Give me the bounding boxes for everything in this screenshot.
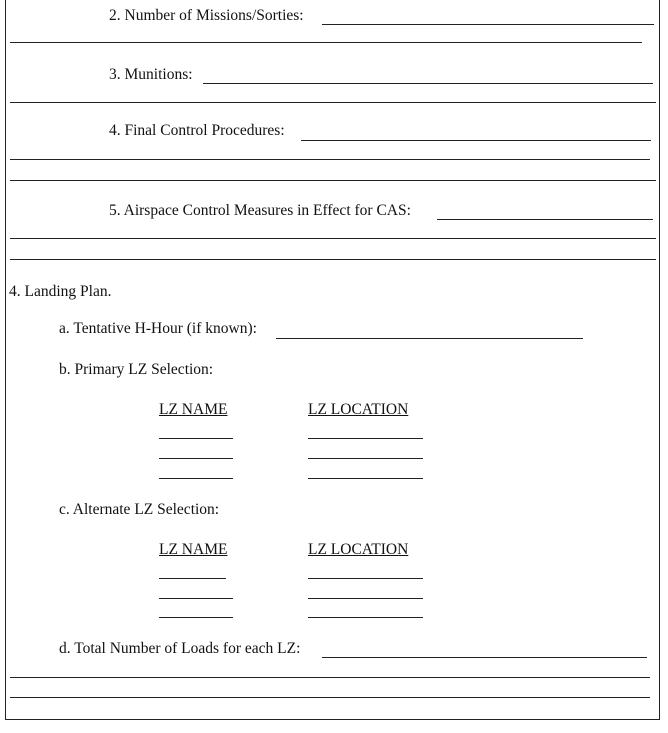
primary-lz-name-line-3[interactable] — [159, 478, 233, 479]
h-hour-label: a. Tentative H-Hour (if known): — [59, 320, 257, 337]
alternate-lz-name-line-2[interactable] — [159, 598, 233, 599]
h-hour-field-line[interactable] — [276, 338, 583, 339]
final-control-field-line[interactable] — [301, 140, 651, 141]
airspace-control-continuation-line-2[interactable] — [10, 259, 656, 260]
primary-lz-name-line-2[interactable] — [159, 458, 233, 459]
total-loads-label: d. Total Number of Loads for each LZ: — [59, 640, 301, 657]
alternate-lz-name-line-1[interactable] — [159, 578, 226, 579]
primary-lz-label: b. Primary LZ Selection: — [59, 361, 214, 378]
airspace-control-field-line[interactable] — [437, 219, 653, 220]
alternate-lz-name-line-3[interactable] — [159, 617, 233, 618]
landing-plan-heading: 4. Landing Plan. — [9, 283, 112, 300]
alternate-lz-location-header: LZ LOCATION — [308, 541, 409, 558]
alternate-lz-label: c. Alternate LZ Selection: — [59, 501, 220, 518]
final-control-continuation-line-1[interactable] — [10, 159, 650, 160]
final-control-continuation-line-2[interactable] — [10, 180, 656, 181]
alternate-lz-location-line-2[interactable] — [308, 598, 423, 599]
missions-sorties-continuation-line[interactable] — [10, 42, 642, 43]
missions-sorties-label: 2. Number of Missions/Sorties: — [109, 7, 304, 24]
primary-lz-location-line-1[interactable] — [308, 438, 423, 439]
munitions-field-line[interactable] — [203, 83, 653, 84]
primary-lz-location-header: LZ LOCATION — [308, 401, 409, 418]
final-control-procedures-label: 4. Final Control Procedures: — [109, 122, 285, 139]
munitions-label: 3. Munitions: — [109, 66, 193, 83]
alternate-lz-location-line-1[interactable] — [308, 578, 423, 579]
primary-lz-location-line-3[interactable] — [308, 478, 423, 479]
total-loads-continuation-line-1[interactable] — [10, 677, 650, 678]
alternate-lz-name-header: LZ NAME — [159, 541, 228, 558]
alternate-lz-location-line-3[interactable] — [308, 617, 423, 618]
primary-lz-location-line-2[interactable] — [308, 458, 423, 459]
total-loads-field-line[interactable] — [322, 657, 647, 658]
munitions-continuation-line[interactable] — [10, 102, 656, 103]
airspace-control-continuation-line-1[interactable] — [10, 238, 656, 239]
primary-lz-name-header: LZ NAME — [159, 401, 228, 418]
primary-lz-name-line-1[interactable] — [159, 438, 233, 439]
missions-sorties-field-line[interactable] — [322, 24, 654, 25]
form-frame — [5, 0, 660, 720]
airspace-control-measures-label: 5. Airspace Control Measures in Effect for CAS: — [109, 202, 411, 219]
total-loads-continuation-line-2[interactable] — [10, 697, 650, 698]
